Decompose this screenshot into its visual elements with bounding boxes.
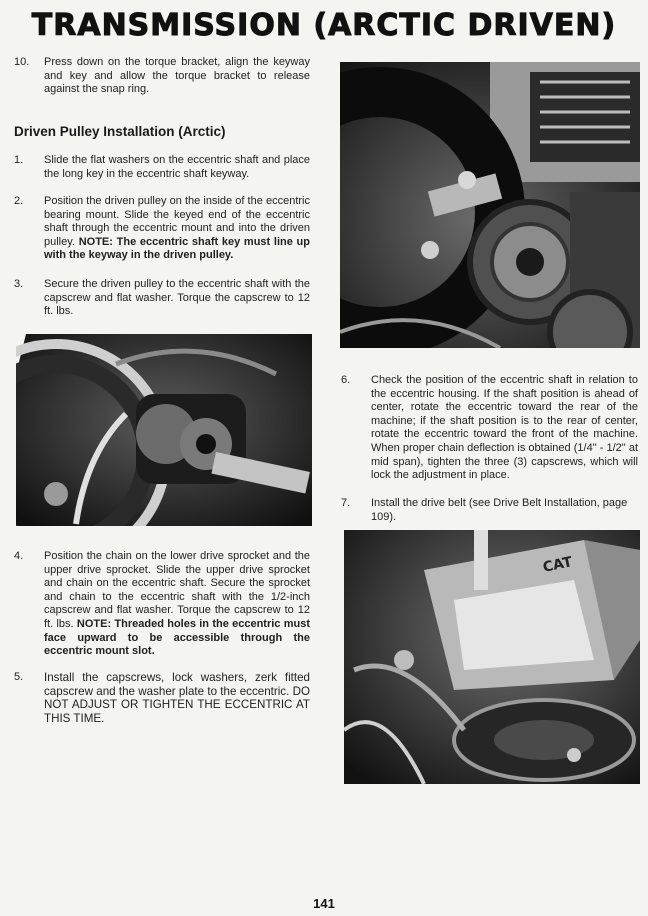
photo-eccentric-sprocket bbox=[340, 62, 640, 348]
photo-drive-belt bbox=[344, 530, 640, 784]
step-text: Press down on the torque bracket, align the keyway and key and allow the torque bracket to release against the snap ring. bbox=[44, 56, 310, 96]
note-label: NOTE: bbox=[76, 617, 112, 630]
step-number: 1. bbox=[14, 154, 24, 166]
step-7 bbox=[341, 497, 638, 525]
page-number: 141 bbox=[313, 896, 335, 911]
step-1 bbox=[14, 154, 310, 184]
step-4 bbox=[14, 550, 310, 660]
note-label: NOTE: bbox=[78, 235, 113, 248]
step-text: Install the drive belt (see Drive Belt Installation, page 109). bbox=[371, 497, 628, 523]
step-number: 6. bbox=[341, 374, 351, 386]
step-number: 4. bbox=[14, 550, 24, 562]
note-text: The eccentric shaft key must line up with the keyway in the driven pulley. bbox=[44, 235, 310, 262]
step-text: Install the capscrews, lock washers, zerk fitted capscrew and the washer plate to the eccentric. DO NOT ADJUST OR TIGHTEN THE ECCENTRIC AT THIS TIME. bbox=[44, 671, 310, 725]
step-number: 10. bbox=[14, 56, 30, 68]
photo-drawing bbox=[344, 530, 640, 784]
step-6 bbox=[341, 374, 638, 484]
step-10 bbox=[14, 56, 310, 100]
engine-decal-text: CAT bbox=[541, 554, 574, 576]
step-2 bbox=[14, 195, 310, 265]
step-text: Position the chain on the lower drive sprocket and the upper drive sprocket. Slide the upper drive sprocket and chain on the eccentric shaft. Secure the sprocket and chain to the eccentric shaft with the 1/2-inch capscrew and flat washer. Torque the capscrew to 12 ft. lbs. bbox=[44, 550, 310, 630]
step-text: Secure the driven pulley to the eccentric shaft with the capscrew and flat washer. Torque the capscrew to 12 ft. lbs. bbox=[44, 278, 310, 318]
step-text: Check the position of the eccentric shaft in relation to the eccentric housing. If the shaft position is ahead of center, rotate the eccentric toward the rear of the machine; if the shaft position is to the rear of center, rotate the eccentric toward the front of the machine. When proper chain deflection is obtained (1/4" - 1/2" at mid span), tighten the three (3) capscrews, which will lock the adjustment in place. bbox=[371, 374, 638, 482]
step-5 bbox=[14, 671, 310, 731]
step-text-block bbox=[44, 195, 310, 263]
section-heading: Driven Pulley Installation (Arctic) bbox=[14, 124, 226, 139]
step-3 bbox=[14, 278, 310, 322]
step-text: Slide the flat washers on the eccentric shaft and place the long key in the eccentric shaft keyway. bbox=[44, 154, 310, 180]
page-title: TRANSMISSION (ARCTIC DRIVEN) bbox=[31, 8, 617, 43]
step-number: 7. bbox=[341, 497, 351, 509]
step-number: 2. bbox=[14, 195, 24, 207]
step-text: Position the driven pulley on the inside of the eccentric bearing mount. Slide the keyed end of the eccentric shaft through the eccentric mount and into the driven pulley. bbox=[44, 195, 310, 248]
step-number: 3. bbox=[14, 278, 24, 290]
note-text: Threaded holes in the eccentric must face upward to be accessible through the eccentric mount slot. bbox=[44, 617, 310, 658]
photo-drawing bbox=[340, 62, 640, 348]
photo-driven-pulley bbox=[16, 334, 312, 526]
step-number: 5. bbox=[14, 671, 24, 683]
photo-drawing bbox=[16, 334, 312, 526]
step-text-block bbox=[44, 550, 310, 659]
